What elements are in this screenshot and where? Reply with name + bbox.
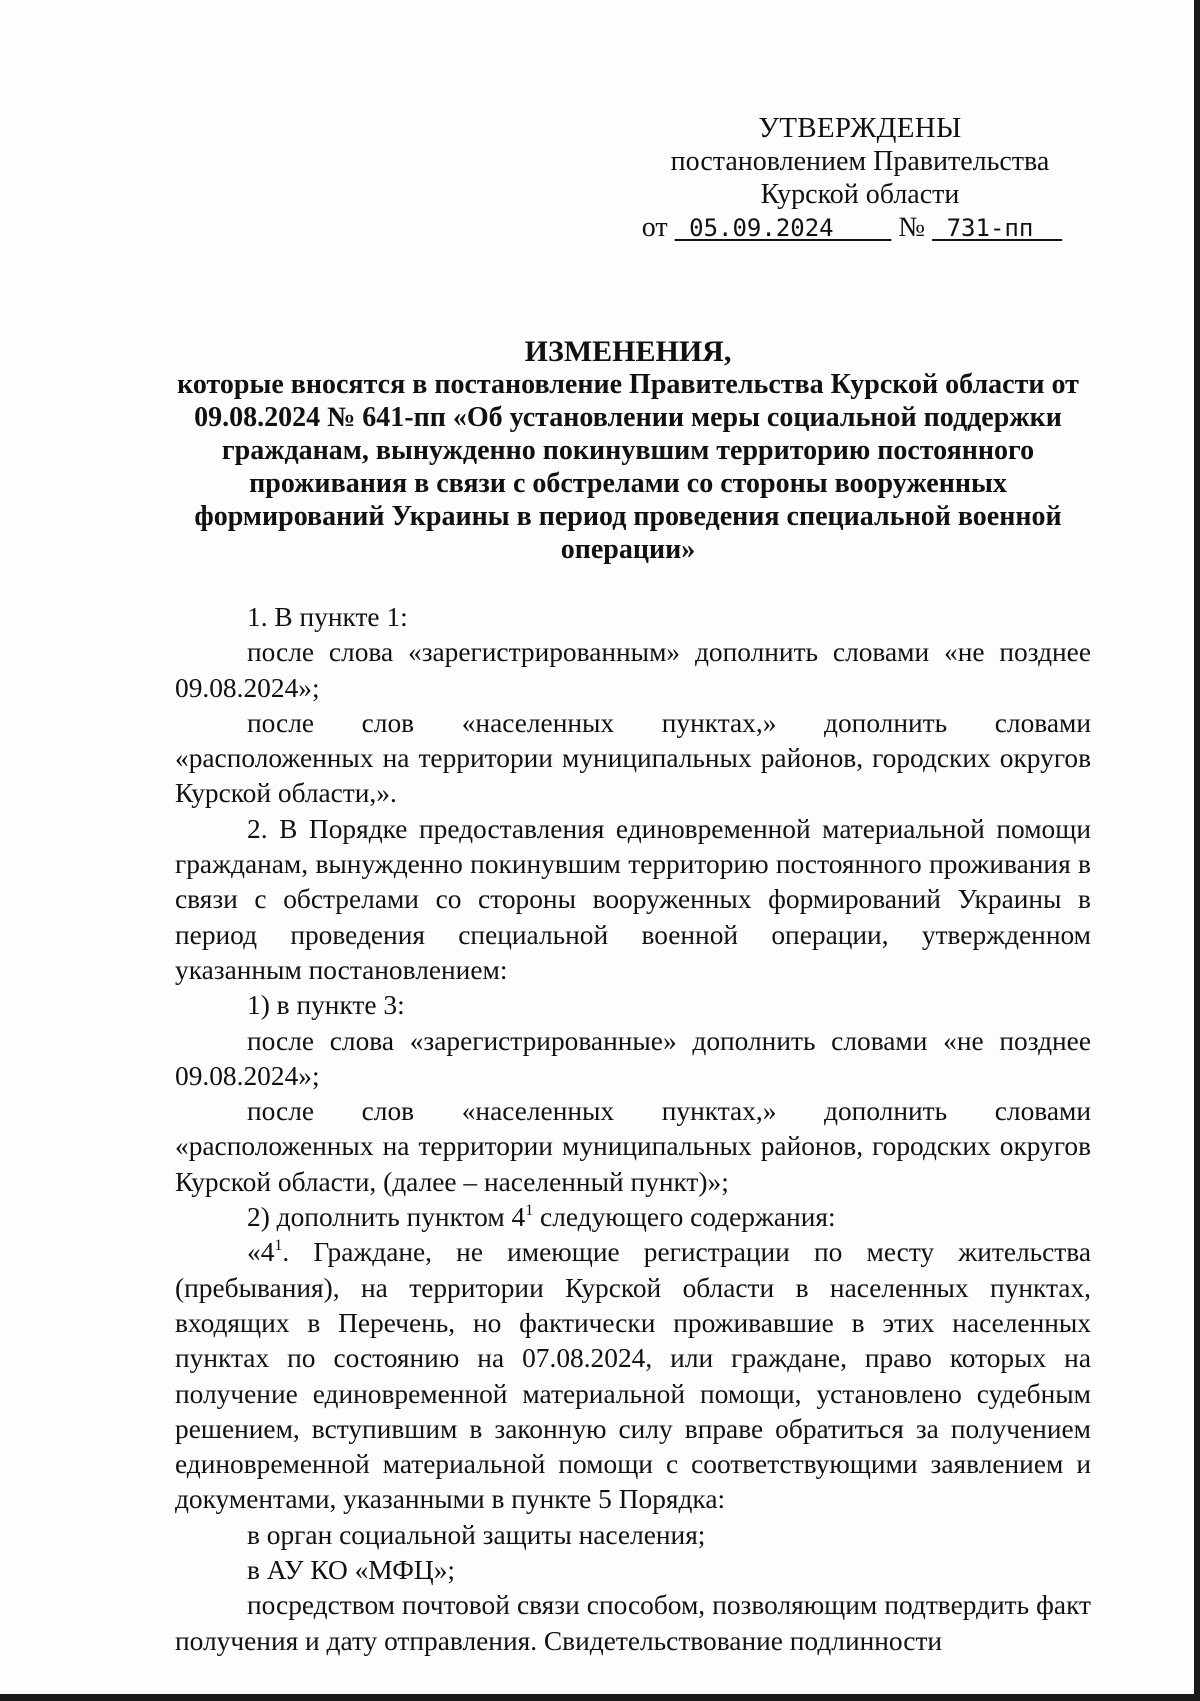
number-prefix: № bbox=[898, 212, 926, 243]
paragraph-4: 2. В Порядке предоставления единовременной материальной помощи гражданам, вынужденно покинувшим территорию постоянного проживания в связи с обстрелами со стороны вооруженных формирований Украины в период проведения специальной военной операции, утвержденном указанным постановлением: bbox=[175, 813, 1091, 985]
approval-date-number-line bbox=[632, 211, 1072, 245]
paragraph-1: 1. В пункте 1: bbox=[247, 602, 408, 632]
paragraph-9: «$4^1$. Граждане, не имеющие регистрации по месту жительства (пребывания), на территории Курской области в населенных пунктах, входящих в Перечень, но фактически проживавшие в этих населенных пунктах по состоянию на 07.08.2024, или граждане, право которых на получение единовременной материальной помощи, установлено судебным решением, вступившим в законную силу вправе обратиться за получением единовременной материальной помощи с соответствующими заявлением и документами, указанными в пункте 5 Порядка: bbox=[175, 1237, 1091, 1515]
paragraph-11: в АУ КО «МФЦ»; bbox=[247, 1555, 456, 1586]
approval-line-2: Курской области bbox=[760, 179, 960, 210]
paragraph-8: 2) дополнить пунктом $4^1$ следующего содержания: bbox=[247, 1202, 836, 1233]
heading-title: ИЗМЕНЕНИЯ, bbox=[524, 335, 732, 368]
paragraph-3: после слов «населенных пунктах,» дополнить словами «расположенных на территории муниципальных районов, городских округов Курской области,». bbox=[175, 707, 1091, 809]
paragraph-10: в орган социальной защиты населения; bbox=[247, 1519, 706, 1550]
approval-block bbox=[640, 112, 1080, 245]
paragraph-7: после слов «населенных пунктах,» дополнить словами «расположенных на территории муниципальных районов, городских округов Курской области, (далее – населенный пункт)»; bbox=[175, 1096, 1091, 1197]
number-value: 731-пп bbox=[946, 214, 1034, 242]
paragraph-5: 1) в пункте 3: bbox=[247, 990, 405, 1021]
heading-subtitle: которые вносятся в постановление Правительства Курской области от 09.08.2024 № 641-пп «Об установлении меры социальной поддержки гражданам, вынужденно покинувшим территорию постоянного проживания в связи с обстрелами со стороны вооруженных формирований Украины в период проведения специальной военной операции» bbox=[177, 369, 1079, 565]
paragraph-6: после слова «зарегистрированные» дополнить словами «не позднее 09.08.2024»; bbox=[175, 1025, 1091, 1091]
scan-edge-bottom bbox=[0, 1694, 1200, 1701]
paragraph-12: посредством почтовой связи способом, позволяющим подтвердить факт получения и дату отправления. Свидетельствование подлинности bbox=[175, 1590, 1091, 1656]
date-prefix: от bbox=[641, 212, 668, 243]
document-body bbox=[175, 600, 1091, 1659]
document-heading bbox=[168, 335, 1088, 566]
scan-edge-right bbox=[1194, 0, 1200, 1701]
approval-title: УТВЕРЖДЕНЫ bbox=[758, 112, 962, 144]
date-value: 05.09.2024 bbox=[689, 214, 834, 242]
paragraph-2: после слова «зарегистрированным» дополнить словами «не позднее 09.08.2024»; bbox=[175, 637, 1091, 703]
approval-line-1: постановлением Правительства bbox=[670, 146, 1050, 177]
